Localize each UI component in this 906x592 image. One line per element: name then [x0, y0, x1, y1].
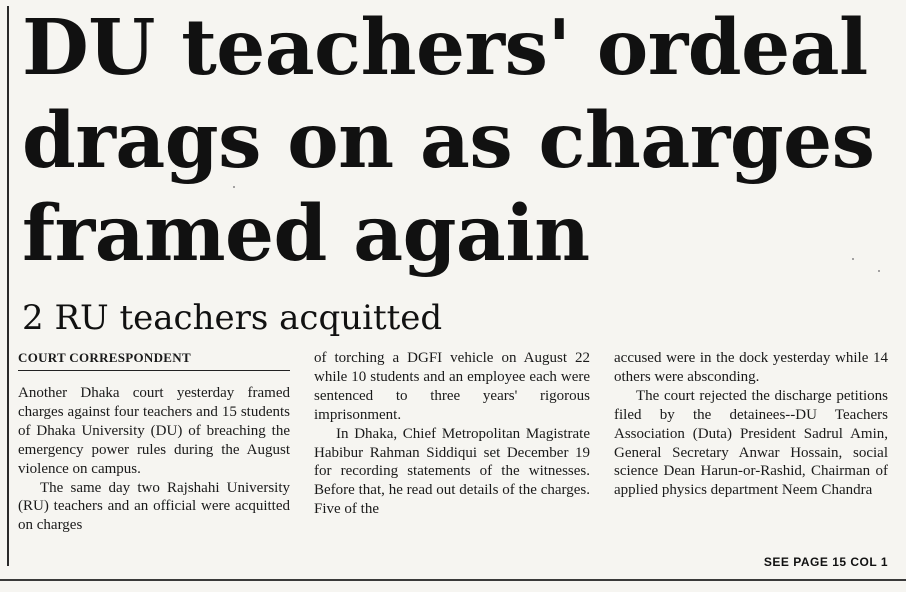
left-column-rule: [7, 6, 9, 566]
paragraph: In Dhaka, Chief Metropolitan Magistrate Habibur Rahman Siddiqui set December 19 for recording statements of the witnesses. Before that, he read out details of the charges. Five of the: [314, 425, 590, 518]
print-speck: [878, 270, 880, 272]
headline: [22, 2, 892, 281]
paragraph: accused were in the dock yesterday while 14 others were absconding.: [614, 350, 888, 385]
paragraph: Another Dhaka court yesterday framed charges against four teachers and 15 students of Dhaka University (DU) of breaching the emergency power rules during the August violence on campus.: [18, 385, 290, 477]
continuation-jump: SEE PAGE 15 COL 1: [763, 555, 888, 569]
headline-line: drags on as charges: [22, 96, 875, 186]
byline: COURT CORRESPONDENT: [18, 349, 290, 371]
article-column-2: [314, 349, 590, 519]
subheadline: 2 RU teachers acquitted: [22, 298, 443, 338]
article-column-3: [614, 349, 888, 500]
print-speck: [233, 186, 235, 188]
bottom-rule: [0, 579, 906, 581]
paragraph: of torching a DGFI vehicle on August 22 while 10 students and an employee each were sentenced to three years' rigorous imprisonment.: [314, 350, 590, 423]
paragraph: The court rejected the discharge petitions filed by the detainees--DU Teachers Association (Duta) President Sadrul Amin, General Secretary Anwar Hossain, social science Dean Harun-or-Rashid, Chairman of applied physics department Neem Chandra: [614, 387, 888, 499]
paragraph: The same day two Rajshahi University (RU) teachers and an official were acquitted on charges: [18, 479, 290, 534]
headline-line: framed again: [22, 189, 590, 279]
headline-line: DU teachers' ordeal: [22, 3, 868, 93]
print-speck: [852, 258, 854, 260]
article-column-1: [18, 349, 290, 535]
